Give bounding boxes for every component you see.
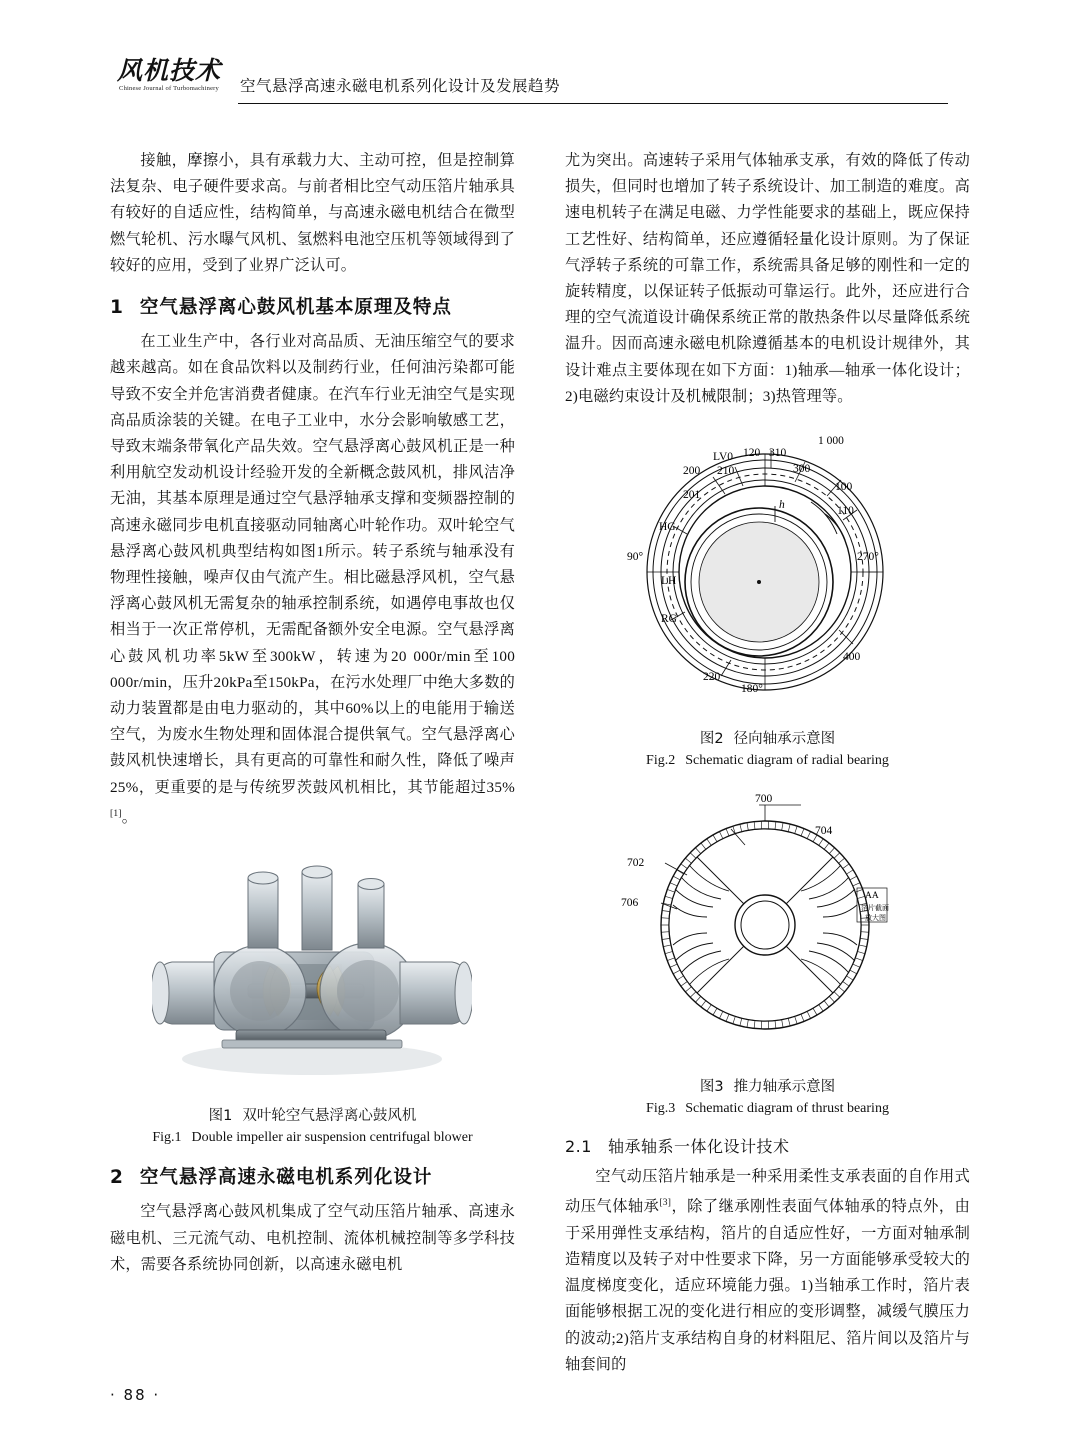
thrust-bearing-diagram [565,790,970,1060]
section-number: 2 [110,1167,124,1189]
svg-text:RG: RG [661,613,677,626]
figure-2 [565,422,970,722]
svg-text:201: 201 [683,489,701,502]
svg-text:310: 310 [769,447,787,460]
figure-3-title-cn: 推力轴承示意图 [733,1079,836,1096]
right-column [565,148,970,1378]
svg-text:HG: HG [659,521,676,534]
journal-logo [110,58,228,93]
paragraph-tail: ，除了继承刚性表面气体轴承的特点外，由于采用弹性支承结构，箔片的自适应性好，一方面对轴承制造精度以及转子对中性要求下降，另一方面能够承受较大的温度梯度变化，适应环境能力强。1)当轴承工作时，箔片表面能够根据工况的变化进行相应的变形调整，减缓气膜压力的波动;2)箔片支承结构自身的材料阻尼、箔片间以及箔片与轴套间的 [565,1198,970,1373]
reference-mark: [1] [110,808,122,819]
svg-text:110: 110 [837,505,854,518]
paragraph-text: 空气动压箔片轴承是一种采用柔性支承表面的自作用式动压气体轴承 [565,1168,970,1216]
paragraph: 尤为突出。高速转子采用气体轴承支承，有效的降低了传动损失，但同时也增加了转子系统设计、加工制造的难度。高速电机转子在满足电磁、力学性能要求的基础上，既应保持工艺性好、结构简单，还应遵循轻量化设计原则。为了保证气浮转子系统的可靠工作，系统需具备足够的刚性和一定的旋转精度，以保证转子低振动可靠运行。此外，还应进行合理的空气流道设计确保系统正常的散热条件以尽量降低系统温升。因而高速永磁电机除遵循基本的电机设计规律外，其设计难点主要体现在如下方面：1)轴承—轴承一体化设计；2)电磁约束设计及机械限制；3)热管理等。 [565,152,970,405]
subsection-title: 轴承轴系一体化设计技术 [607,1137,790,1157]
svg-text:400: 400 [843,651,861,664]
section-title: 空气悬浮高速永磁电机系列化设计 [139,1167,433,1189]
paragraph-tail: 。 [121,808,138,826]
paragraph: 接触，摩擦小，具有承载力大、主动可控，但是控制算法复杂、电子硬件要求高。与前者相比空气动压箔片轴承具有较好的自适应性，结构简单，与高速永磁电机结合在微型燃气轮机、污水曝气风机、氢燃料电池空压机等领域得到了较好的应用，受到了业界广泛认可。 [110,152,515,274]
figure-1-label-en: Fig.1 [152,1130,182,1146]
svg-text:702: 702 [627,857,645,870]
figure-3-label-cn: 图3 [699,1079,724,1096]
section-heading-2 [110,1165,515,1191]
figure-3-caption [565,1076,970,1120]
svg-text:LH: LH [661,575,677,588]
left-column [110,148,515,1278]
svg-text:h: h [779,499,785,512]
section-heading-1 [110,295,515,321]
figure-1-label-cn: 图1 [208,1108,233,1125]
svg-text:放大图: 放大图 [865,914,886,923]
subsection-heading-2-1 [565,1134,970,1160]
figure-1-caption [110,1105,515,1149]
figure-2-title-cn: 径向轴承示意图 [733,731,836,748]
figure-2-title-en: Schematic diagram of radial bearing [685,753,889,769]
figure-3-title-en: Schematic diagram of thrust bearing [685,1101,889,1117]
page-number: · 88 · [110,1386,161,1404]
svg-text:AA: AA [865,891,879,902]
svg-text:220: 220 [703,671,721,684]
paragraph [110,329,515,831]
svg-text:LV0: LV0 [713,451,734,464]
svg-text:90°: 90° [627,551,644,564]
figure-2-caption [565,728,970,772]
svg-text:120: 120 [743,447,761,460]
paragraph-text: 在工业生产中，各行业对高品质、无油压缩空气的要求越来越高。如在食品饮料以及制药行业，任何油污染都可能导致不安全并危害消费者健康。在汽车行业无油空气是实现高品质涂装的关键。在电子工业中，水分会影响敏感工艺，导致末端条带氧化产品失效。空气悬浮离心鼓风机正是一种利用航空发动机设计经验开发的全新概念鼓风机，排风洁净无油，其基本原理是通过空气悬浮轴承支撑和变频器控制的高速永磁同步电机直接驱动同轴离心叶轮作功。双叶轮空气悬浮离心鼓风机典型结构如图1所示。转子系统与轴承没有物理性接触，噪声仅由气流产生。相比磁悬浮风机，空气悬浮离心鼓风机无需复杂的轴承控制系统，如遇停电事故也仅相当于一次正常停机，无需配备额外安全电源。空气悬浮离心鼓风机功率5kW至300kW，转速为20 000r/min至100 000r/min，压升20kPa至150kPa，在污水处理厂中绝大多数的动力装置都是由电力驱动的，其中60%以上的电能用于输送空气，为废水生物处理和固体混合提供氧气。空气悬浮离心鼓风机快速增长，具有更高的可靠性和耐久性，降低了噪声25%，更重要的是与传统罗茨鼓风机相比，其节能超过35% [110,333,515,796]
figure-3-label-en: Fig.3 [646,1101,676,1117]
section-number: 1 [110,297,124,319]
svg-text:100: 100 [835,481,853,494]
header-rule [238,103,948,104]
svg-text:270°: 270° [857,551,879,564]
svg-text:180°: 180° [741,683,763,696]
svg-text:1 000: 1 000 [818,435,844,448]
section-title: 空气悬浮离心鼓风机基本原理及特点 [139,297,452,319]
figure-1-title-en: Double impeller air suspension centrifugal blower [191,1130,473,1146]
svg-text:箔片截面: 箔片截面 [861,904,889,913]
figure-3 [565,790,970,1070]
page-header [110,58,970,110]
running-title: 空气悬浮高速永磁电机系列化设计及发展趋势 [240,77,561,95]
paragraph [565,1164,970,1378]
journal-name-cn: 风机技术 [116,56,221,85]
journal-name-en: Chinese Journal of Turbomachinery [119,85,219,92]
figure-1 [110,849,515,1099]
svg-text:706: 706 [621,897,639,910]
svg-text:200: 200 [683,465,701,478]
radial-bearing-diagram [565,422,970,712]
figure-2-label-cn: 图2 [699,731,724,748]
blower-illustration [152,854,472,1094]
subsection-number: 2.1 [565,1137,592,1157]
figure-2-label-en: Fig.2 [646,753,676,769]
svg-text:700: 700 [755,793,773,806]
svg-text:300: 300 [793,463,811,476]
figure-1-title-cn: 双叶轮空气悬浮离心鼓风机 [242,1108,417,1125]
svg-text:704: 704 [815,825,833,838]
paragraph: 空气悬浮离心鼓风机集成了空气动压箔片轴承、高速永磁电机、三元流气动、电机控制、流体机械控制等多学科技术，需要各系统协同创新，以高速永磁电机 [110,1203,515,1273]
svg-text:210: 210 [717,465,735,478]
reference-mark: [3] [659,1198,672,1209]
